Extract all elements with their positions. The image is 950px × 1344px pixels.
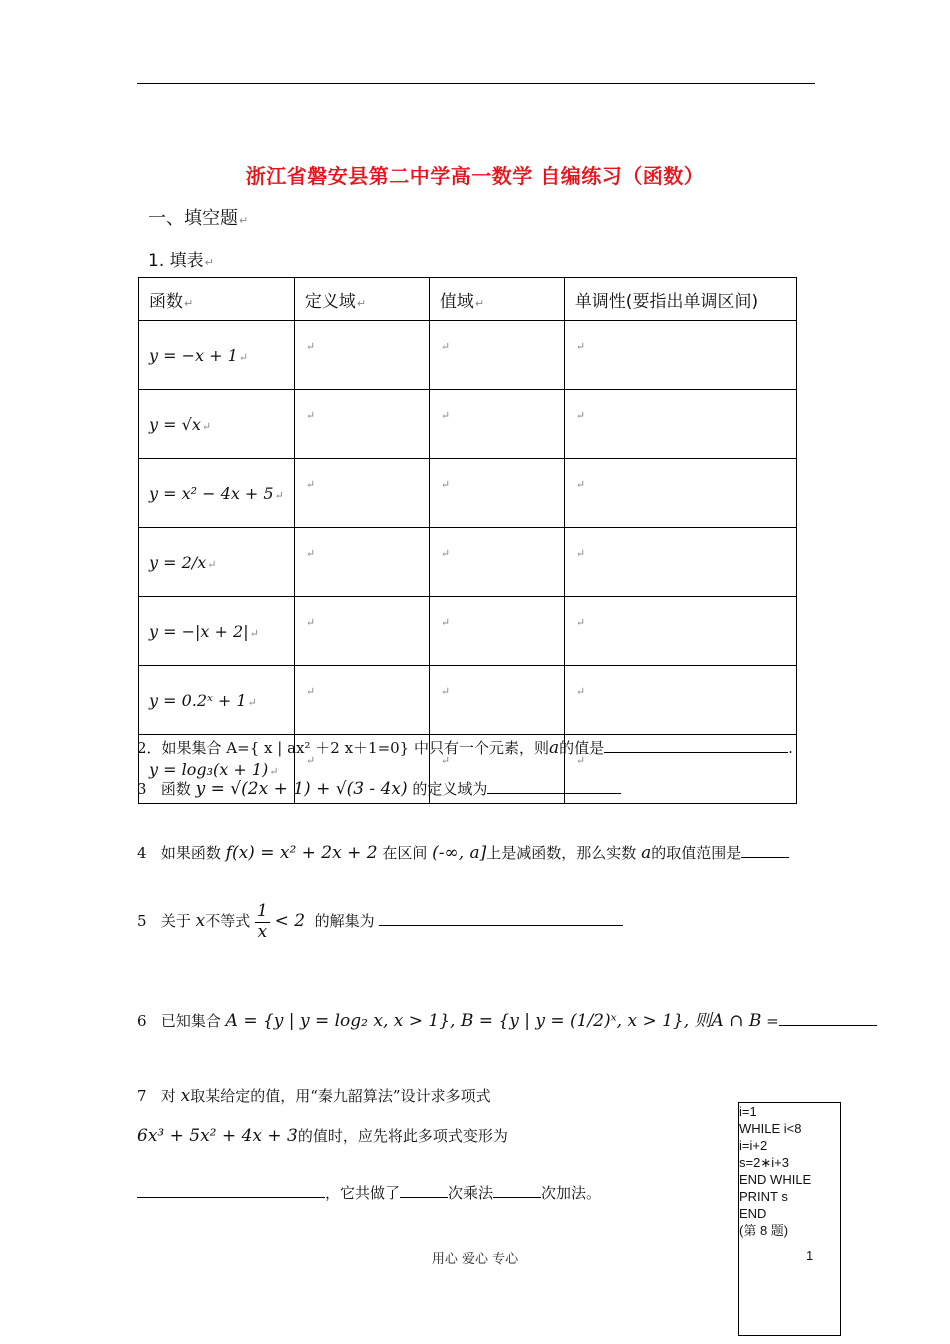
domain-cell[interactable]: ↵ [294, 459, 429, 528]
function-cell: y = −|x + 2|↵ [139, 597, 295, 666]
header-cell: 单调性(要指出单调区间) [564, 278, 796, 321]
answer-blank[interactable] [487, 793, 621, 794]
function-cell: y = 0.2ˣ + 1↵ [139, 666, 295, 735]
range-cell[interactable]: ↵ [429, 390, 564, 459]
monotonicity-cell[interactable]: ↵ [564, 390, 796, 459]
code-caption: (第 8 题) [739, 1223, 789, 1238]
answer-blank[interactable] [604, 752, 788, 753]
question-2: 2．如果集合 A={ x | ax² ＋2 x＋1=0} 中只有一个元素，则a的值是 . [137, 738, 793, 758]
code-line: WHILE i<8 [739, 1121, 802, 1136]
monotonicity-cell[interactable]: ↵ [564, 528, 796, 597]
table-row [139, 321, 797, 390]
range-cell[interactable]: ↵ [429, 666, 564, 735]
table-row [139, 390, 797, 459]
header-rule [137, 83, 815, 84]
section-heading: 一、填空题↵ [148, 208, 249, 229]
domain-cell[interactable]: ↵ [294, 528, 429, 597]
header-cell: 定义域↵ [294, 278, 429, 321]
range-cell[interactable]: ↵ [429, 459, 564, 528]
table-header-row [139, 278, 797, 321]
answer-blank[interactable] [493, 1197, 541, 1198]
function-cell: y = √x↵ [139, 390, 295, 459]
fraction: $\frac{1}{x}$ [257, 901, 268, 942]
header-cell: 函数↵ [139, 278, 295, 321]
code-line: i=1 [739, 1104, 757, 1119]
question-7-line-3: ，它共做了 次乘法 次加法。 [137, 1182, 601, 1203]
code-line: END WHILE [739, 1172, 812, 1187]
domain-cell[interactable]: ↵ [294, 597, 429, 666]
domain-cell[interactable]: ↵ [294, 666, 429, 735]
function-table [138, 277, 797, 804]
answer-blank[interactable] [779, 1025, 877, 1026]
subheading: 1. 填表↵ [148, 251, 214, 271]
table-row [139, 597, 797, 666]
function-cell: y = log₃(x + 1)↵ [139, 735, 295, 804]
answer-blank[interactable] [379, 925, 623, 926]
page-title: 浙江省磐安县第二中学高一数学 自编练习（函数） [245, 164, 705, 188]
answer-blank[interactable] [741, 857, 789, 858]
program-code-box [738, 1102, 841, 1336]
answer-blank[interactable] [400, 1197, 448, 1198]
page-number: 1 [806, 1248, 814, 1263]
question-6: 6 已知集合 A = {y | y = log₂ x, x > 1}, B = {y | y = (1/2)ˣ, x > 1}, 则A ∩ B = [137, 1006, 877, 1031]
question-7-line-1: 7 对 x取某给定的值，用“秦九韶算法”设计求多项式 [137, 1086, 491, 1106]
function-cell: y = 2/x↵ [139, 528, 295, 597]
monotonicity-cell[interactable]: ↵ [564, 735, 796, 804]
monotonicity-cell[interactable]: ↵ [564, 321, 796, 390]
monotonicity-cell[interactable]: ↵ [564, 459, 796, 528]
table-row [139, 666, 797, 735]
table-row [139, 528, 797, 597]
page-footer: 用心 爱心 专心 [431, 1252, 519, 1267]
domain-cell[interactable]: ↵ [294, 390, 429, 459]
table-row [139, 459, 797, 528]
question-5: 5 关于 x不等式 $\frac{1}{x}$ < 2 的解集为 [137, 902, 623, 942]
code-line: END [739, 1206, 767, 1221]
range-cell[interactable]: ↵ [429, 528, 564, 597]
domain-cell[interactable]: ↵ [294, 735, 429, 804]
monotonicity-cell[interactable]: ↵ [564, 666, 796, 735]
question-3: 3 函数 y = √(2x + 1) + √(3 - 4x) 的定义域为 [137, 778, 621, 799]
answer-blank[interactable] [137, 1197, 325, 1198]
code-line: s=2∗i+3 [739, 1155, 789, 1170]
code-line: PRINT s [739, 1189, 788, 1204]
question-4: 4 如果函数 f(x) = x² + 2x + 2 在区间 (-∞, a]上是减函数，那么实数 a的取值范围是 [137, 842, 789, 863]
header-cell: 值域↵ [429, 278, 564, 321]
monotonicity-cell[interactable]: ↵ [564, 597, 796, 666]
range-cell[interactable]: ↵ [429, 735, 564, 804]
domain-cell[interactable]: ↵ [294, 321, 429, 390]
function-cell: y = x² − 4x + 5↵ [139, 459, 295, 528]
range-cell[interactable]: ↵ [429, 321, 564, 390]
range-cell[interactable]: ↵ [429, 597, 564, 666]
question-7-line-2: 6x³ + 5x² + 4x + 3的值时，应先将此多项式变形为 [137, 1126, 508, 1146]
code-line: i=i+2 [739, 1138, 768, 1153]
function-cell: y = −x + 1↵ [139, 321, 295, 390]
